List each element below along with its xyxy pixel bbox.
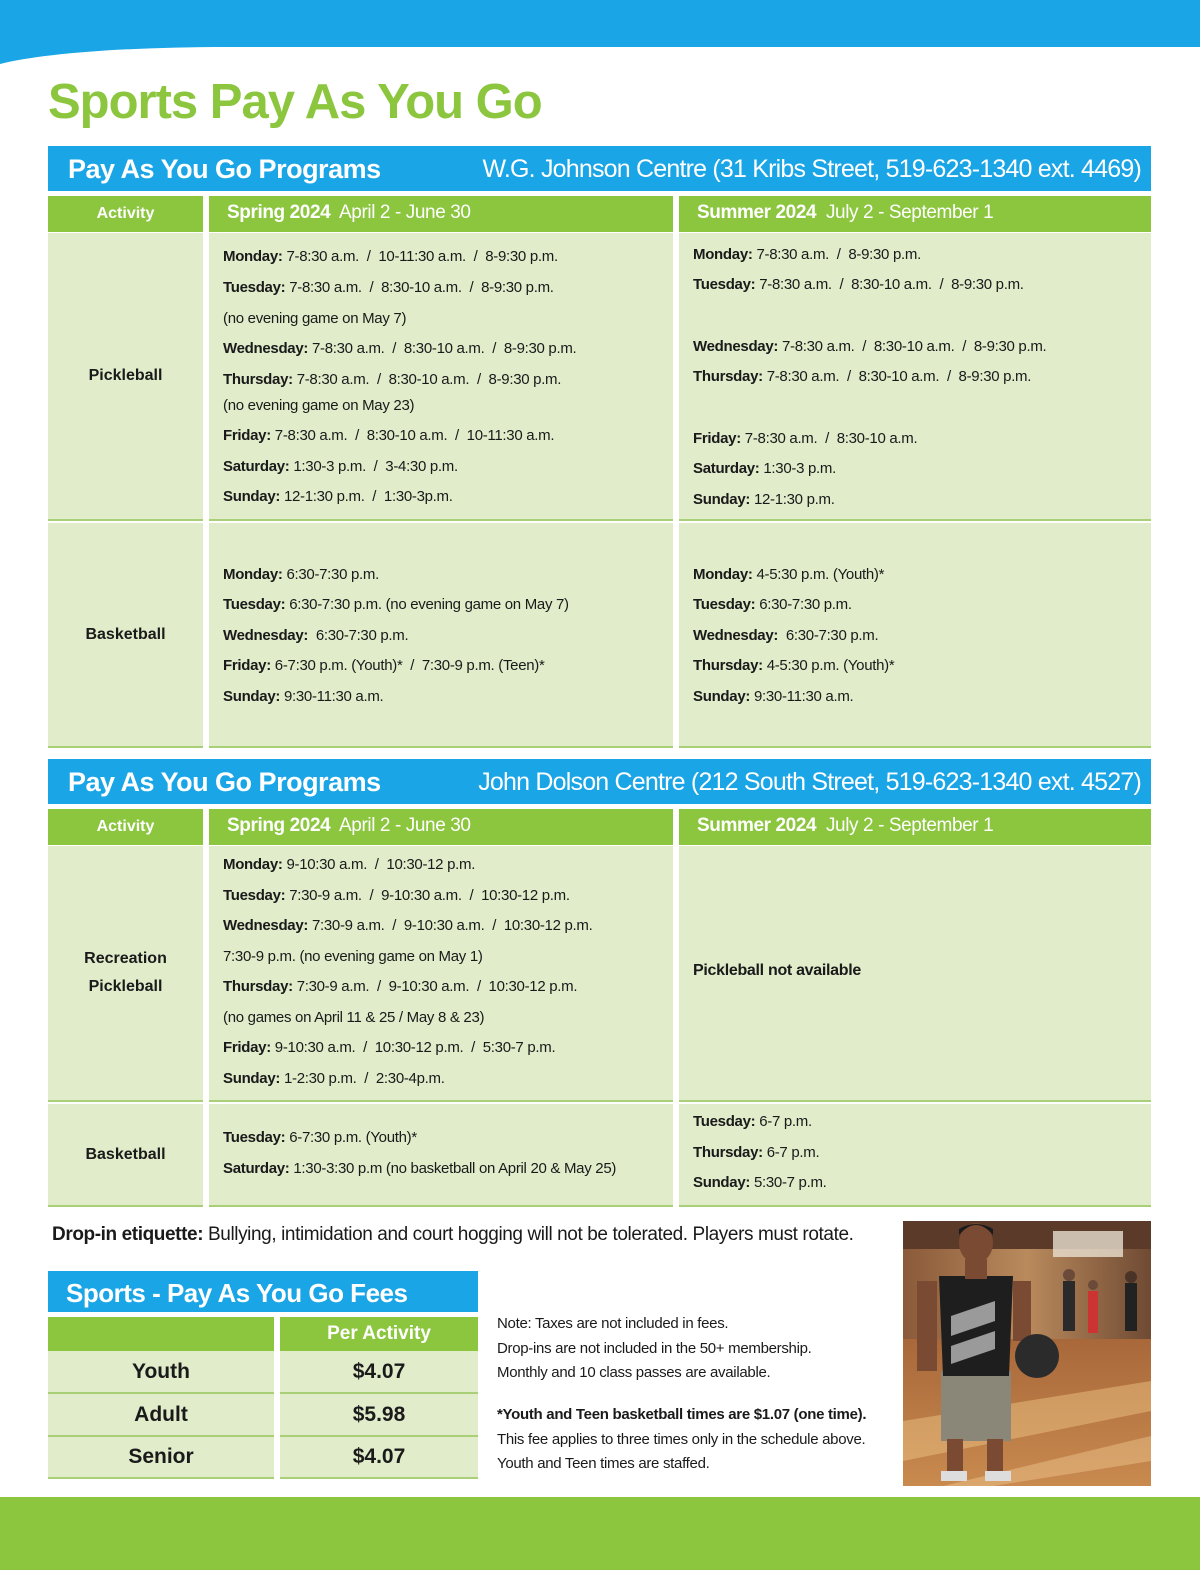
schedule-day: Wednesday:	[223, 340, 309, 357]
schedule-times: 7-8:30 a.m. / 10-11:30 a.m. / 8-9:30 p.m.	[286, 248, 558, 265]
schedule-line	[223, 1160, 616, 1177]
schedule-day: Saturday:	[693, 460, 760, 477]
schedule-times: 7-8:30 a.m. / 8:30-10 a.m. / 8-9:30 p.m.	[781, 338, 1047, 355]
schedule-line	[223, 427, 554, 444]
schedule-times: 6-7 p.m.	[759, 1113, 812, 1130]
dolson-basketball-activity	[48, 1104, 203, 1207]
schedule-day: Monday:	[693, 566, 753, 583]
schedule-times: 6-7 p.m.	[766, 1144, 820, 1161]
schedule-day: Sunday:	[693, 1174, 751, 1191]
schedule-times: (no evening game on May 23)	[223, 397, 415, 414]
schedule-times: 12-1:30 p.m.	[753, 491, 835, 508]
schedule-line	[693, 368, 1031, 385]
schedule-line	[223, 627, 408, 644]
schedule-line	[223, 657, 545, 674]
schedule-day: Sunday:	[693, 688, 751, 705]
schedule-times: 9-10:30 a.m. / 10:30-12 p.m.	[286, 856, 476, 873]
schedule-day: Wednesday:	[693, 627, 779, 644]
summer-header-label: Summer 2024 July 2 - September 1	[697, 202, 994, 223]
fee-label-senior: Senior	[48, 1437, 274, 1479]
schedule-line	[223, 688, 383, 705]
schedule-day: Friday:	[223, 657, 271, 674]
johnson-basketball-spring	[209, 523, 673, 748]
schedule-day: Thursday:	[693, 1144, 763, 1161]
schedule-times: 7-8:30 a.m. / 8:30-10 a.m. / 8-9:30 p.m.	[766, 368, 1032, 385]
note-membership: Drop-ins are not included in the 50+ membership.	[497, 1340, 812, 1357]
schedule-day: Thursday:	[693, 657, 763, 674]
schedule-line	[693, 491, 835, 508]
fees-title: Sports - Pay As You Go Fees	[66, 1278, 408, 1308]
fees-per-activity-header	[280, 1317, 478, 1351]
schedule-line	[693, 276, 1024, 293]
schedule-day: Tuesday:	[223, 596, 286, 613]
dolson-section	[48, 759, 1151, 1207]
schedule-times: 6:30-7:30 p.m. (no evening game on May 7)	[289, 596, 569, 613]
johnson-section-header	[48, 146, 1151, 193]
schedule-line	[223, 340, 576, 357]
fee-price-adult: $5.98	[280, 1394, 478, 1437]
schedule-times: 6-7:30 p.m. (Youth)* / 7:30-9 p.m. (Teen)*	[274, 657, 545, 674]
schedule-line	[223, 856, 475, 873]
schedule-day: Thursday:	[223, 978, 293, 995]
per-activity-label: Per Activity	[327, 1323, 431, 1344]
schedule-day: Monday:	[223, 856, 283, 873]
schedule-day: Friday:	[223, 1039, 271, 1056]
bottom-green-band	[0, 1497, 1200, 1570]
summer-header-label: Summer 2024 July 2 - September 1	[697, 815, 994, 836]
dolson-section-title: Pay As You Go Programs	[68, 767, 381, 797]
fees-header	[48, 1271, 478, 1314]
dolson-activity-header	[48, 809, 203, 845]
johnson-summer-header	[679, 196, 1151, 232]
schedule-day: Sunday:	[223, 488, 281, 505]
schedule-times: 1:30-3 p.m.	[763, 460, 836, 477]
schedule-day: Wednesday:	[693, 338, 779, 355]
schedule-day: Saturday:	[223, 458, 290, 475]
schedule-line	[223, 1009, 484, 1026]
johnson-section	[48, 146, 1151, 748]
schedule-times: 9:30-11:30 a.m.	[753, 688, 854, 705]
note-youth-fee: *Youth and Teen basketball times are $1.07 (one time).	[497, 1406, 867, 1423]
dolson-location: John Dolson Centre (212 South Street, 519-623-1340 ext. 4527)	[478, 768, 1141, 796]
schedule-times: 7:30-9 a.m. / 9-10:30 a.m. / 10:30-12 p.m.	[296, 978, 578, 995]
activity-label: Recreation Pickleball	[84, 950, 167, 995]
schedule-line	[693, 1144, 819, 1161]
schedule-day: Monday:	[223, 566, 283, 583]
schedule-line	[693, 1113, 812, 1130]
note-taxes: Note: Taxes are not included in fees.	[497, 1315, 729, 1332]
schedule-day: Tuesday:	[693, 276, 756, 293]
schedule-times: (no evening game on May 7)	[223, 310, 407, 327]
schedule-times: 9-10:30 a.m. / 10:30-12 p.m. / 5:30-7 p.m.	[274, 1039, 556, 1056]
schedule-line	[693, 688, 853, 705]
activity-label: Pickleball	[88, 367, 163, 384]
dolson-pickleball-summer	[679, 846, 1151, 1102]
schedule-day: Sunday:	[693, 491, 751, 508]
activity-label: Basketball	[85, 1145, 166, 1163]
schedule-line	[223, 978, 577, 995]
activity-label: Basketball	[85, 625, 166, 643]
johnson-activity-header	[48, 196, 203, 232]
schedule-line	[223, 566, 379, 583]
schedule-day: Tuesday:	[223, 1129, 286, 1146]
schedule-times: 6-7:30 p.m. (Youth)*	[289, 1129, 417, 1146]
schedule-day: Monday:	[693, 246, 753, 263]
schedule-times: 1:30-3 p.m. / 3-4:30 p.m.	[293, 458, 458, 475]
schedule-times: 9:30-11:30 a.m.	[283, 688, 384, 705]
schedule-times: 5:30-7 p.m.	[753, 1174, 827, 1191]
fee-label-adult: Adult	[48, 1394, 274, 1437]
etiquette-label: Drop-in etiquette:	[52, 1224, 204, 1245]
note-three-times: This fee applies to three times only in the schedule above.	[497, 1431, 866, 1448]
schedule-times: 6:30-7:30 p.m.	[781, 627, 879, 644]
schedule-day: Wednesday:	[223, 917, 309, 934]
activity-header-label: Activity	[96, 205, 155, 222]
schedule-line	[223, 1039, 555, 1056]
schedule-times: 7-8:30 a.m. / 8-9:30 p.m.	[756, 246, 921, 263]
schedule-day: Sunday:	[223, 688, 281, 705]
johnson-basketball-summer	[679, 523, 1151, 748]
spring-header-label: Spring 2024 April 2 - June 30	[227, 202, 471, 223]
schedule-line	[693, 460, 836, 477]
fee-price-senior: $4.07	[280, 1437, 478, 1479]
schedule-line	[223, 248, 558, 265]
schedule-times: 7:30-9 a.m. / 9-10:30 a.m. / 10:30-12 p.m.	[311, 917, 593, 934]
schedule-times: 7-8:30 a.m. / 8:30-10 a.m.	[744, 430, 918, 447]
schedule-day: Tuesday:	[223, 279, 286, 296]
schedule-line	[223, 948, 483, 965]
note-staffed: Youth and Teen times are staffed.	[497, 1455, 710, 1472]
schedule-line	[693, 566, 884, 583]
schedule-day: Monday:	[223, 248, 283, 265]
top-blue-band	[0, 0, 1200, 70]
johnson-pickleball-spring	[209, 233, 673, 521]
schedule-line	[223, 310, 406, 327]
activity-header-label: Activity	[96, 818, 155, 835]
schedule-line	[223, 1070, 445, 1087]
schedule-line	[693, 657, 894, 674]
schedule-day: Thursday:	[693, 368, 763, 385]
schedule-day: Wednesday:	[223, 627, 309, 644]
schedule-line	[223, 397, 414, 414]
note-passes: Monthly and 10 class passes are available.	[497, 1364, 771, 1381]
pickleball-not-available: Pickleball not available	[693, 962, 861, 979]
schedule-times: 7-8:30 a.m. / 8:30-10 a.m. / 8-9:30 p.m.	[311, 340, 577, 357]
fee-price-youth: $4.07	[280, 1351, 478, 1394]
fee-label-youth: Youth	[48, 1351, 274, 1394]
fees-blank-header	[48, 1317, 274, 1351]
schedule-times: (no games on April 11 & 25 / May 8 & 23)	[223, 1009, 485, 1026]
johnson-pickleball-activity	[48, 233, 203, 521]
schedule-line	[693, 1174, 827, 1191]
schedule-line	[693, 627, 878, 644]
dolson-summer-header	[679, 809, 1151, 845]
schedule-times: 6:30-7:30 p.m.	[759, 596, 852, 613]
schedule-day: Friday:	[223, 427, 271, 444]
schedule-line	[693, 246, 921, 263]
spring-header-label: Spring 2024 April 2 - June 30	[227, 815, 471, 836]
dolson-pickleball-activity	[48, 846, 203, 1102]
basketball-player-photo	[903, 1221, 1151, 1486]
drop-in-etiquette	[52, 1224, 854, 1246]
schedule-day: Tuesday:	[693, 596, 756, 613]
schedule-times: 4-5:30 p.m. (Youth)*	[766, 657, 895, 674]
dolson-section-header	[48, 759, 1151, 806]
schedule-times: 6:30-7:30 p.m.	[311, 627, 409, 644]
dolson-pickleball-spring	[209, 846, 673, 1102]
schedule-line	[223, 279, 554, 296]
schedule-times: 7:30-9 p.m. (no evening game on May 1)	[223, 948, 483, 965]
schedule-line	[223, 458, 458, 475]
schedule-times: 7-8:30 a.m. / 8:30-10 a.m. / 8-9:30 p.m.	[289, 279, 554, 296]
schedule-day: Saturday:	[223, 1160, 290, 1177]
schedule-line	[223, 488, 453, 505]
schedule-day: Tuesday:	[693, 1113, 756, 1130]
schedule-times: 7-8:30 a.m. / 8:30-10 a.m. / 10-11:30 a.m.	[274, 427, 555, 444]
dolson-spring-header	[209, 809, 673, 845]
schedule-times: 4-5:30 p.m. (Youth)*	[756, 566, 885, 583]
johnson-section-title: Pay As You Go Programs	[68, 154, 381, 184]
schedule-day: Thursday:	[223, 371, 293, 388]
schedule-times: 7-8:30 a.m. / 8:30-10 a.m. / 8-9:30 p.m.	[759, 276, 1024, 293]
schedule-line	[223, 887, 570, 904]
schedule-line	[693, 430, 917, 447]
schedule-times: 6:30-7:30 p.m.	[286, 566, 379, 583]
schedule-times: 1:30-3:30 p.m (no basketball on April 20 & May 25)	[293, 1160, 617, 1177]
schedule-line	[223, 1129, 417, 1146]
dolson-basketball-summer	[679, 1104, 1151, 1207]
schedule-line	[693, 338, 1046, 355]
johnson-basketball-activity	[48, 523, 203, 748]
dolson-basketball-spring	[209, 1104, 673, 1207]
schedule-times: 7:30-9 a.m. / 9-10:30 a.m. / 10:30-12 p.m.	[289, 887, 570, 904]
schedule-line	[693, 596, 852, 613]
johnson-spring-header	[209, 196, 673, 232]
schedule-day: Tuesday:	[223, 887, 286, 904]
schedule-line	[223, 917, 593, 934]
johnson-location: W.G. Johnson Centre (31 Kribs Street, 519-623-1340 ext. 4469)	[482, 155, 1141, 183]
johnson-pickleball-summer	[679, 233, 1151, 521]
schedule-day: Friday:	[693, 430, 741, 447]
schedule-times: 7-8:30 a.m. / 8:30-10 a.m. / 8-9:30 p.m.	[296, 371, 562, 388]
schedule-times: 1-2:30 p.m. / 2:30-4p.m.	[283, 1070, 445, 1087]
schedule-line	[223, 371, 561, 388]
page-title: Sports Pay As You Go	[48, 75, 542, 129]
schedule-day: Sunday:	[223, 1070, 281, 1087]
etiquette-text: Bullying, intimidation and court hogging will not be tolerated. Players must rotate.	[203, 1224, 854, 1245]
schedule-times: 12-1:30 p.m. / 1:30-3p.m.	[283, 488, 453, 505]
schedule-line	[223, 596, 569, 613]
